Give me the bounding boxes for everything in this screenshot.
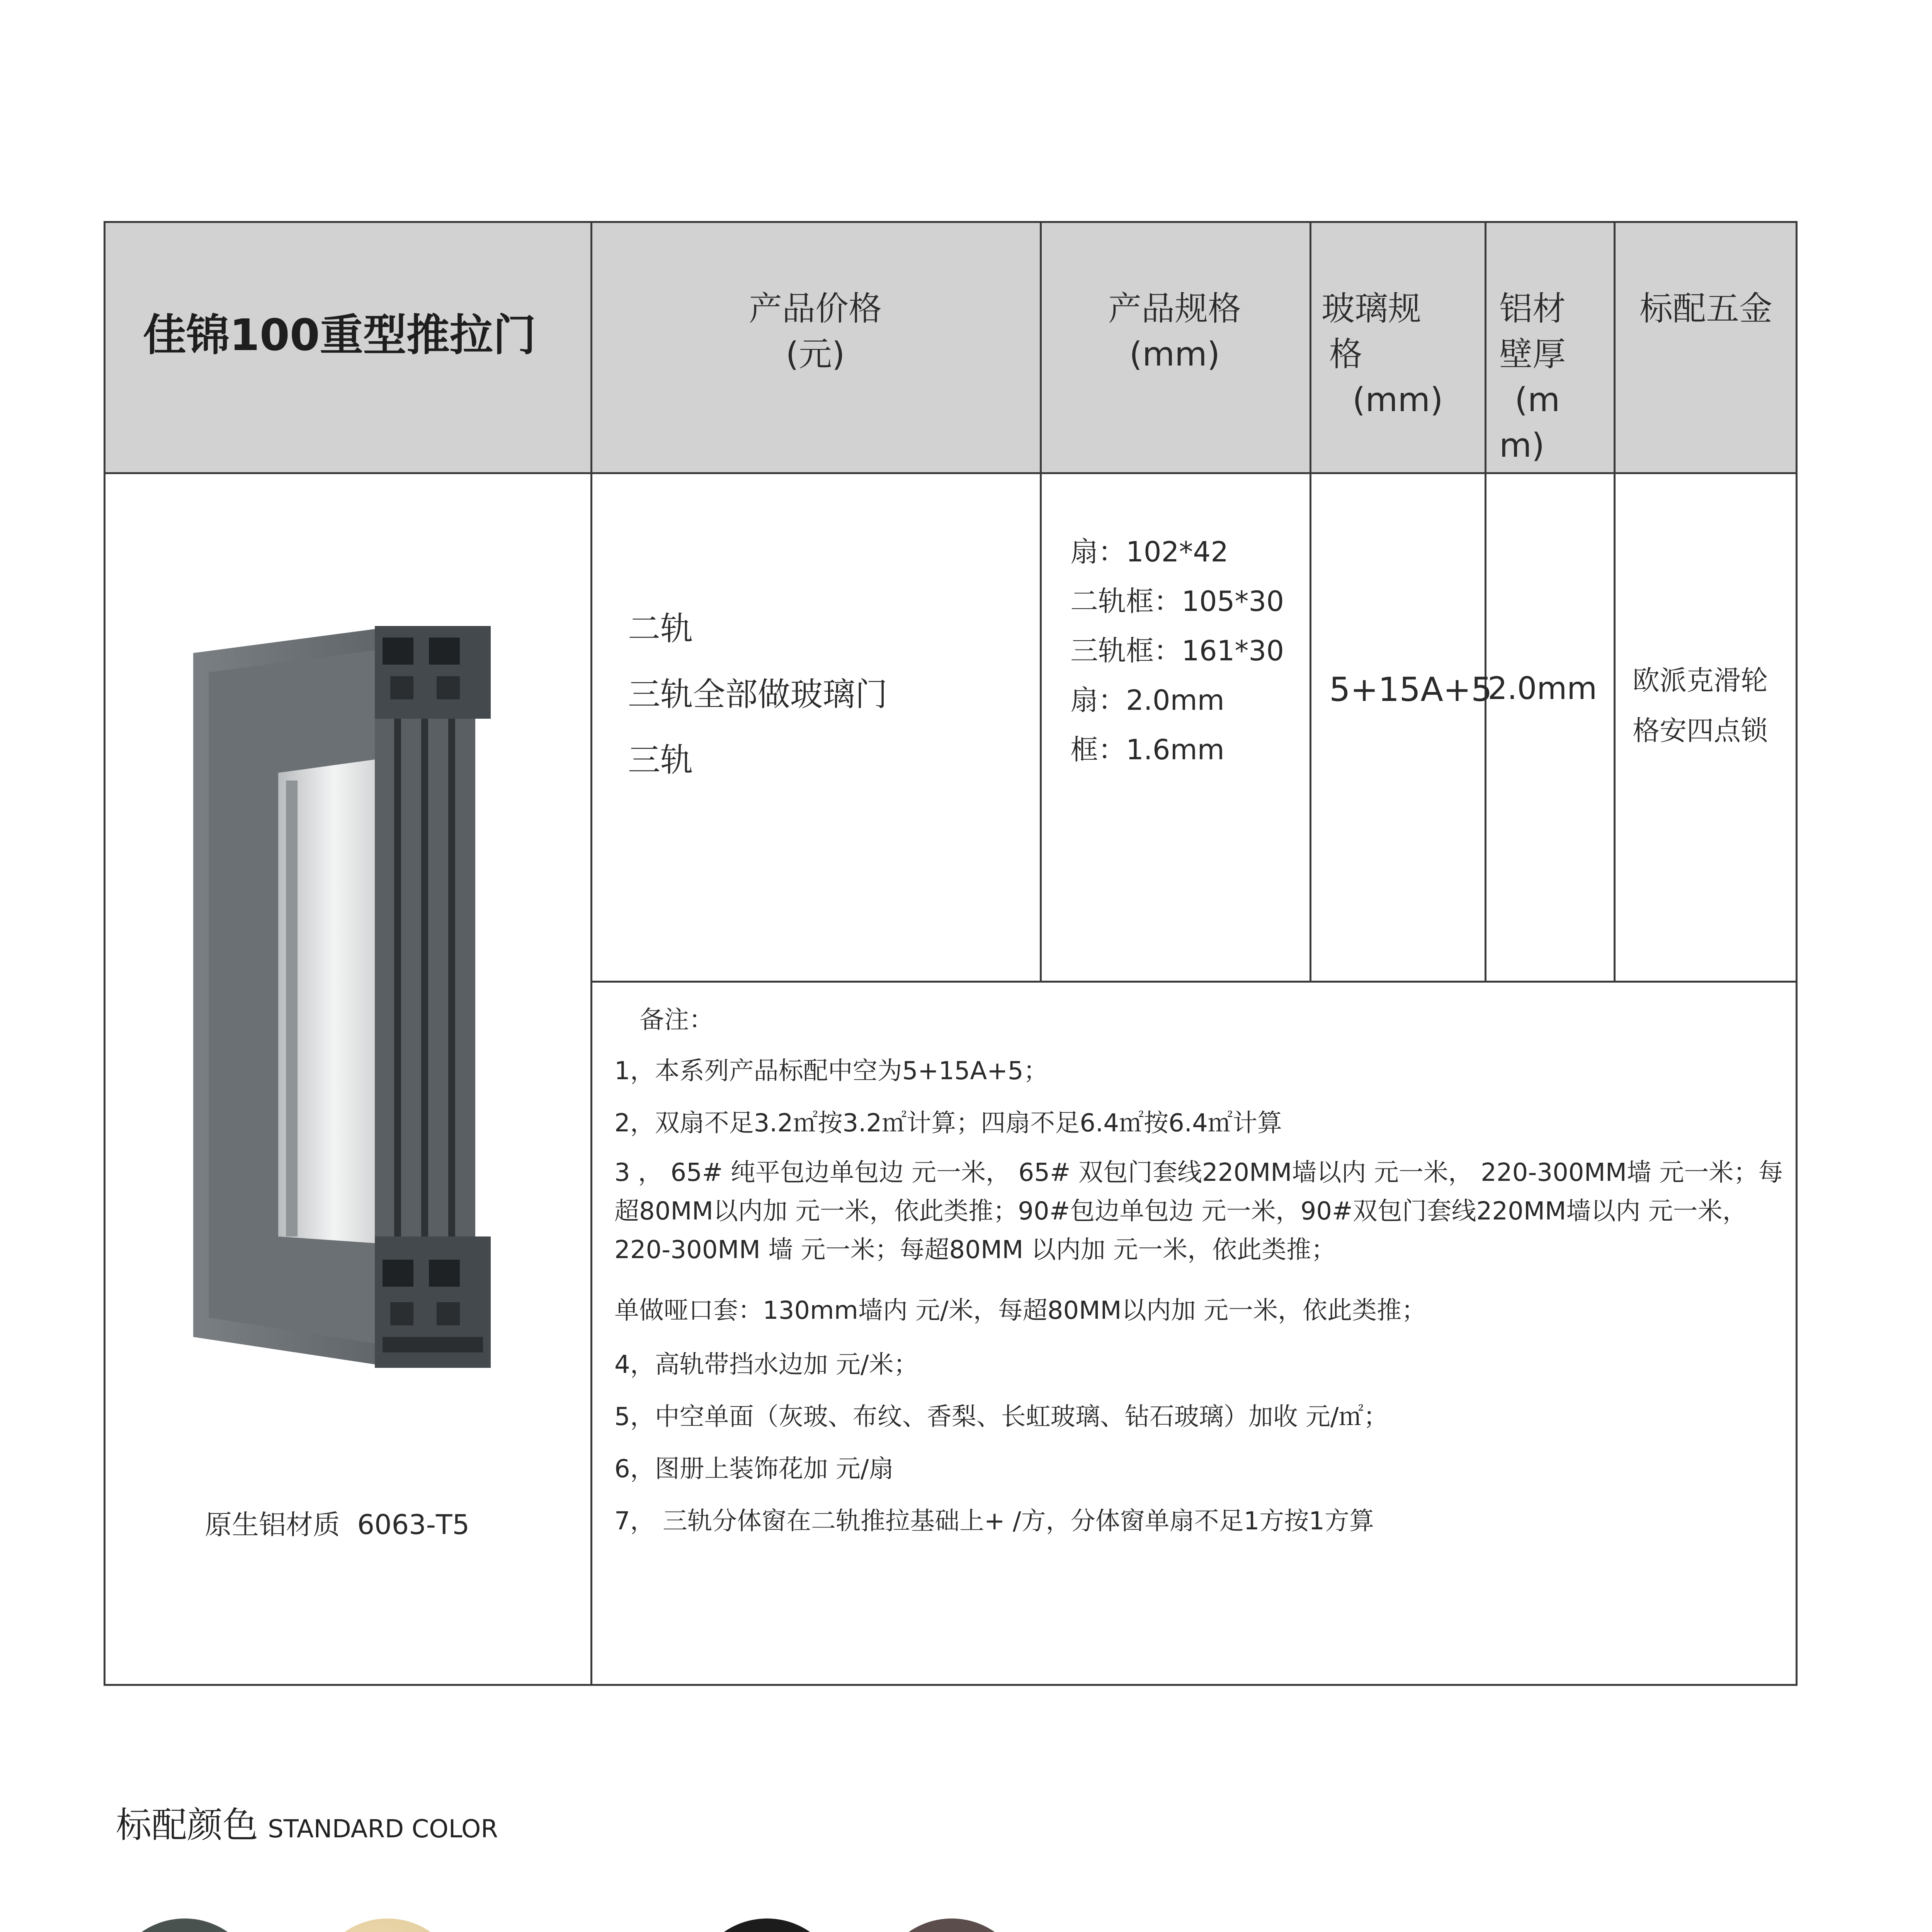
track-option: 三轨 bbox=[628, 741, 693, 779]
header-hardware: 标配五金 bbox=[1639, 289, 1772, 328]
material-caption: 原生铝材质 6063-T5 bbox=[205, 1509, 470, 1541]
color-swatch-champagne-gold bbox=[312, 1918, 463, 1932]
header-glass: 玻璃规 格 (mm) bbox=[1321, 289, 1443, 419]
note-item: 单做哑口套：130mm墙内 元/米，每超80MM以内加 元一米，依此类推； bbox=[614, 1296, 1426, 1325]
table-notes-divider bbox=[591, 981, 1798, 983]
spec-line: 扇：2.0mm bbox=[1070, 684, 1225, 716]
table-col-divider-2 bbox=[1040, 221, 1042, 982]
note-item: 6，图册上装饰花加 元/扇 bbox=[614, 1455, 894, 1483]
hardware-value: 欧派克滑轮 bbox=[1633, 665, 1768, 696]
color-swatch-coffee bbox=[876, 1918, 1027, 1932]
note-item: 7， 三轨分体窗在二轨推拉基础上+ /方，分体窗单扇不足1方按1方算 bbox=[614, 1507, 1374, 1536]
header-spec: 产品规格 (mm) bbox=[1108, 289, 1241, 374]
thickness-value: 2.0mm bbox=[1488, 670, 1597, 706]
note-item: 2，双扇不足3.2㎡按3.2㎡计算；四扇不足6.4㎡按6.4㎡计算 bbox=[614, 1109, 1282, 1138]
color-swatch-titanium-gray bbox=[109, 1918, 260, 1932]
table-border-top bbox=[104, 221, 1798, 223]
table-border-bottom bbox=[104, 1684, 1798, 1686]
glass-spec-value: 5+15A+5 bbox=[1329, 670, 1492, 709]
table-col-divider-1 bbox=[590, 221, 592, 1685]
hardware-value: 格安四点锁 bbox=[1633, 715, 1768, 747]
product-title: 佳锦100重型推拉门 bbox=[143, 310, 536, 361]
table-header-divider bbox=[104, 472, 1798, 474]
note-item: 4，高轨带挡水边加 元/米； bbox=[614, 1350, 918, 1379]
notes-heading: 备注： bbox=[639, 1006, 714, 1034]
table-col-divider-3 bbox=[1310, 221, 1311, 982]
header-thickness: 铝材 壁厚 (m m) bbox=[1499, 289, 1566, 465]
standard-color-title-zh: 标配颜色 bbox=[116, 1804, 259, 1846]
spec-line: 三轨框：161*30 bbox=[1070, 634, 1284, 667]
track-option: 二轨 bbox=[628, 610, 693, 648]
table-border-right bbox=[1796, 221, 1798, 1685]
spec-line: 扇：102*42 bbox=[1070, 536, 1229, 568]
header-price: 产品价格 (元) bbox=[749, 289, 882, 374]
note-item: 1，本系列产品标配中空为5+15A+5； bbox=[614, 1057, 1048, 1085]
spec-line: 框：1.6mm bbox=[1070, 733, 1225, 766]
standard-color-title-en: STANDARD COLOR bbox=[268, 1815, 498, 1844]
table-col-divider-4 bbox=[1485, 221, 1486, 982]
table-border-left bbox=[104, 221, 105, 1685]
note-item: 3 ， 65# 纯平包边单包边 元一米， 65# 双包门套线220MM墙以内 元一米， 220-300MM墙 元一米；每超80MM以内加 元一米，依此类推；90#包边单包边 元一米，90#双包门套线220MM墙以内 元一米，220-300MM 墙 元一米；每超80MM 以内加 元一米，依此类推； bbox=[614, 1158, 1783, 1264]
door-profile-image bbox=[158, 611, 545, 1414]
standard-color-title bbox=[116, 1797, 498, 1848]
spec-line: 二轨框：105*30 bbox=[1070, 585, 1284, 617]
note-item: 5，中空单面（灰玻、布纹、香梨、长虹玻璃、钻石玻璃）加收 元/㎡； bbox=[614, 1403, 1388, 1431]
track-option: 三轨全部做玻璃门 bbox=[628, 675, 888, 713]
table-col-divider-5 bbox=[1614, 221, 1616, 982]
color-swatch-skin-black bbox=[692, 1918, 842, 1932]
